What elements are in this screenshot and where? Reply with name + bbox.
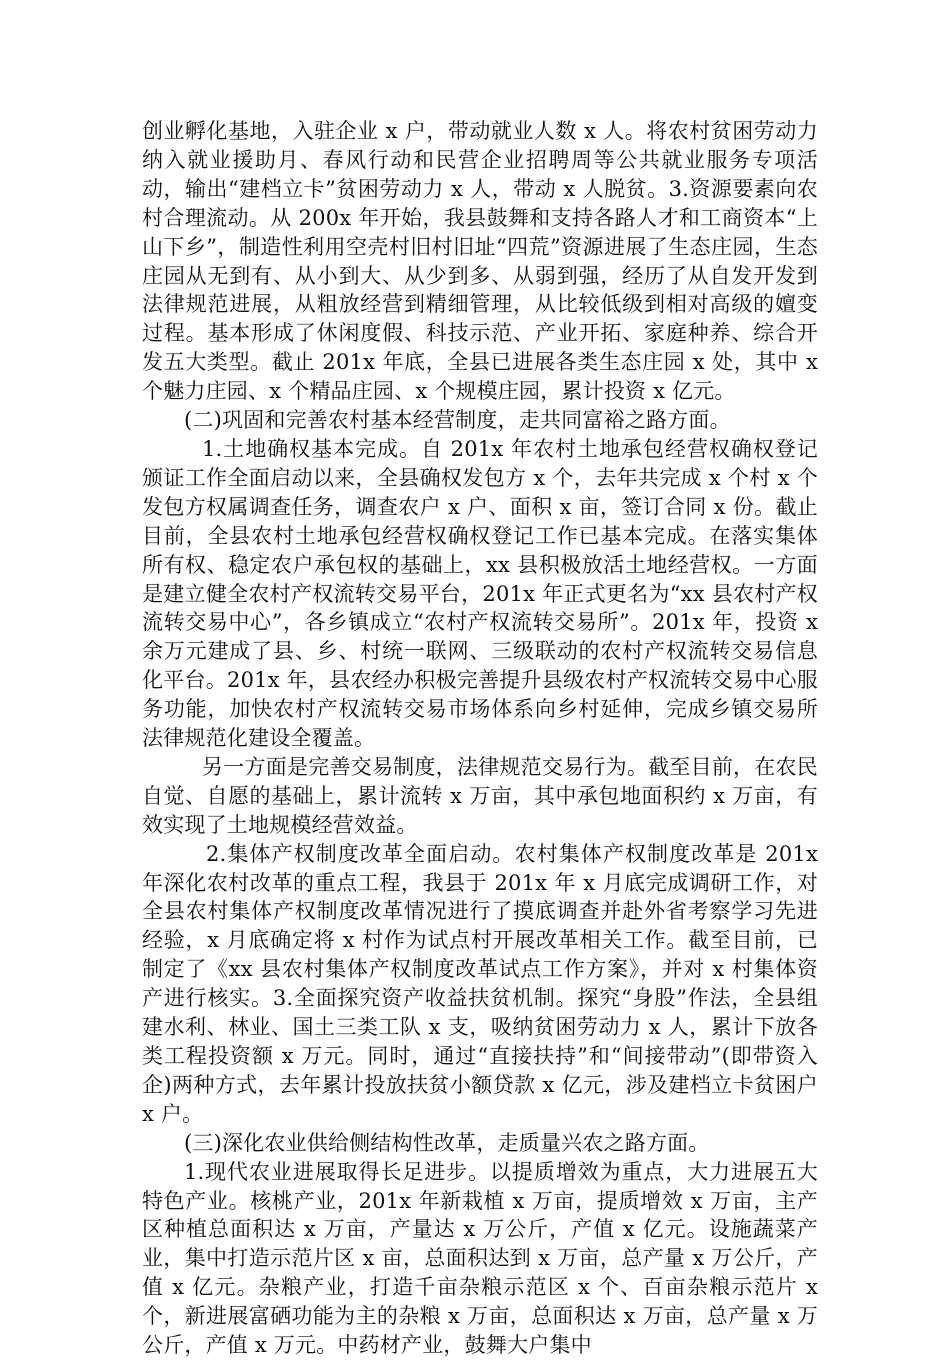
- paragraph-collective-property: 2.集体产权制度改革全面启动。农村集体产权制度改革是 201x 年深化农村改革的重点工程，我县于 201x 年 x 月底完成调研工作，对全县农村集体产权制度改革情况进行了摸底调查并赴外省考察学习先进经验，x 月底确定将 x 村作为试点村开展改革相关工作。截至目前，已制定了《xx 县农村集体产权制度改革试点工作方案》，并对 x 村集体资产进行核实。3.全面探究资产收益扶贫机制。探究“身股”作法，全县组建水利、林业、国土三类工队 x 支，吸纳贫困劳动力 x 人，累计下放各类工程投资额 x 万元。同时，通过“直接扶持”和“间接带动”(即带资入企)两种方式，去年累计投放扶贫小额贷款 x 亿元，涉及建档立卡贫困户 x 户。: [142, 841, 818, 1126]
- section-heading-3: (三)深化农业供给侧结构性改革，走质量兴农之路方面。: [184, 1130, 710, 1155]
- paragraph-trading-system: 另一方面是完善交易制度，法律规范交易行为。截至目前，在农民自觉、自愿的基础上，累计流转 x 万亩，其中承包地面积约 x 万亩，有效实现了土地规模经营效益。: [142, 754, 818, 837]
- paragraph-land-rights: 1.土地确权基本完成。自 201x 年农村土地承包经营权确权登记颁证工作全面启动以来，全县确权发包方 x 个，去年共完成 x 个村 x 个发包方权属调查任务，调查农户 x 户、面积 x 亩，签订合同 x 份。截止目前，全县农村土地承包经营权确权登记工作已基本完成。在落实集体所有权、稳定农户承包权的基础上，xx 县积极放活土地经营权。一方面是建立健全农村产权流转交易平台，201x 年正式更名为“xx 县农村产权流转交易中心”，各乡镇成立“农村产权流转交易所”。201x 年，投资 x 余万元建成了县、乡、村统一联网、三级联动的农村产权流转交易信息化平台。201x 年，县农经办积极完善提升县级农村产权流转交易中心服务功能，加快农村产权流转交易市场体系向乡村延伸，完成乡镇交易所法律规范化建设全覆盖。: [142, 436, 818, 751]
- paragraph-continuation: 创业孵化基地，入驻企业 x 户，带动就业人数 x 人。将农村贫困劳动力纳入就业援助月、春风行动和民营企业招聘周等公共就业服务专项活动，输出“建档立卡”贫困劳动力 x 人，带动 x 人脱贫。3.资源要素向农村合理流动。从 200x 年开始，我县鼓舞和支持各路人才和工商资本“上山下乡”，制造性利用空壳村旧村旧址“四荒”资源进展了生态庄园，生态庄园从无到有、从小到大、从少到多、从弱到强，经历了从自发开发到法律规范进展，从粗放经营到精细管理，从比较低级到相对高级的嬗变过程。基本形成了休闲度假、科技示范、产业开拓、家庭种养、综合开发五大类型。截止 201x 年底，全县已进展各类生态庄园 x 处，其中 x 个魅力庄园、x 个精品庄园、x 个规模庄园，累计投资 x 亿元。: [142, 119, 818, 404]
- section-heading-2: (二)巩固和完善农村基本经营制度，走共同富裕之路方面。: [184, 408, 731, 433]
- body-text: [142, 117, 818, 1360]
- paragraph-modern-agriculture: 1.现代农业进展取得长足进步。以提质增效为重点，大力进展五大特色产业。核桃产业，201x 年新栽植 x 万亩，提质增效 x 万亩，主产区种植总面积达 x 万亩，产量达 x 万公斤，产值 x 亿元。设施蔬菜产业，集中打造示范片区 x 亩，总面积达到 x 万亩，总产量 x 万公斤，产值 x 亿元。杂粮产业，打造千亩杂粮示范区 x 个、百亩杂粮示范片 x 个，新进展富硒功能为主的杂粮 x 万亩，总面积达 x 万亩，总产量 x 万公斤，产值 x 万元。中药材产业，鼓舞大户集中: [142, 1159, 818, 1358]
